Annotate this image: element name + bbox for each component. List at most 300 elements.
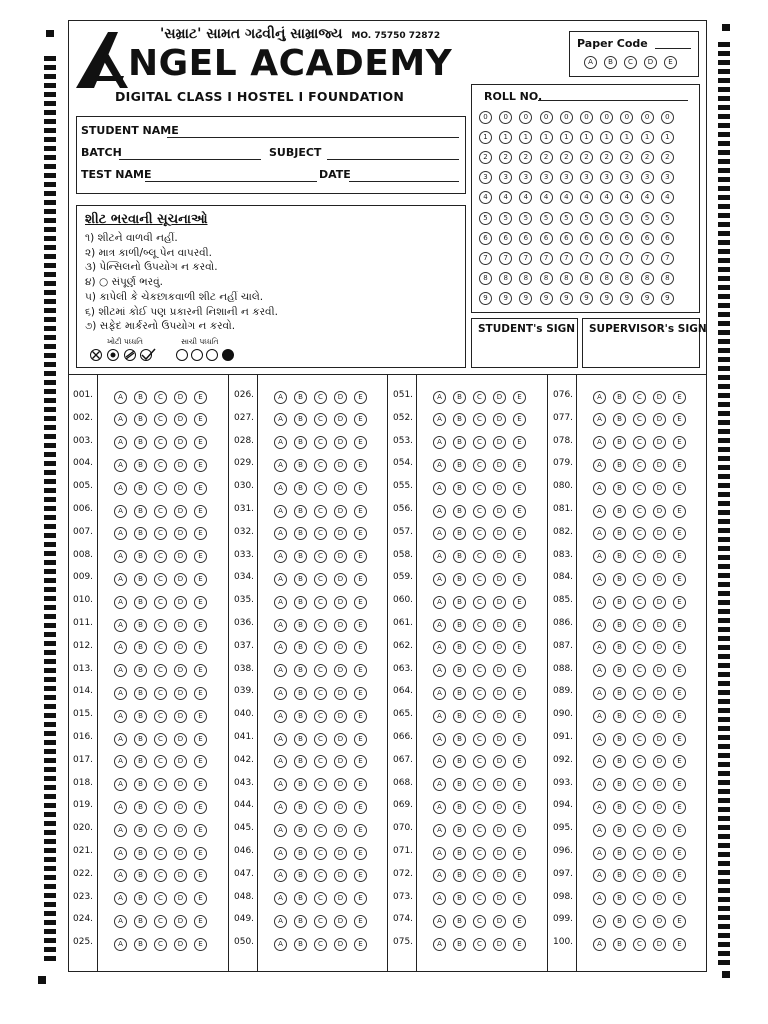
answer-bubble-c[interactable]: C bbox=[473, 459, 486, 472]
roll-digit-bubble[interactable]: 2 bbox=[641, 151, 654, 164]
roll-digit-bubble[interactable]: 0 bbox=[540, 111, 553, 124]
answer-bubble-c[interactable]: C bbox=[473, 733, 486, 746]
answer-bubble-a[interactable]: A bbox=[274, 892, 287, 905]
answer-bubble-c[interactable]: C bbox=[633, 505, 646, 518]
answer-bubble-c[interactable]: C bbox=[154, 664, 167, 677]
answer-bubble-b[interactable]: B bbox=[294, 505, 307, 518]
answer-bubble-e[interactable]: E bbox=[194, 847, 207, 860]
roll-digit-bubble[interactable]: 0 bbox=[499, 111, 512, 124]
answer-bubble-c[interactable]: C bbox=[314, 596, 327, 609]
answer-bubble-a[interactable]: A bbox=[114, 482, 127, 495]
roll-digit-bubble[interactable]: 8 bbox=[641, 272, 654, 285]
answer-bubble-e[interactable]: E bbox=[194, 619, 207, 632]
answer-bubble-b[interactable]: B bbox=[294, 664, 307, 677]
answer-bubble-a[interactable]: A bbox=[274, 915, 287, 928]
answer-bubble-c[interactable]: C bbox=[314, 619, 327, 632]
answer-bubble-d[interactable]: D bbox=[334, 710, 347, 723]
answer-bubble-a[interactable]: A bbox=[593, 619, 606, 632]
answer-bubble-b[interactable]: B bbox=[294, 527, 307, 540]
answer-bubble-e[interactable]: E bbox=[354, 619, 367, 632]
roll-digit-bubble[interactable]: 3 bbox=[580, 171, 593, 184]
answer-bubble-d[interactable]: D bbox=[334, 573, 347, 586]
answer-bubble-b[interactable]: B bbox=[294, 687, 307, 700]
answer-bubble-d[interactable]: D bbox=[653, 733, 666, 746]
answer-bubble-a[interactable]: A bbox=[274, 596, 287, 609]
answer-bubble-e[interactable]: E bbox=[194, 733, 207, 746]
answer-bubble-b[interactable]: B bbox=[453, 938, 466, 951]
answer-bubble-e[interactable]: E bbox=[673, 710, 686, 723]
answer-bubble-b[interactable]: B bbox=[613, 710, 626, 723]
answer-bubble-d[interactable]: D bbox=[493, 641, 506, 654]
answer-bubble-b[interactable]: B bbox=[453, 710, 466, 723]
answer-bubble-e[interactable]: E bbox=[194, 596, 207, 609]
roll-digit-bubble[interactable]: 2 bbox=[600, 151, 613, 164]
answer-bubble-b[interactable]: B bbox=[453, 778, 466, 791]
roll-digit-bubble[interactable]: 5 bbox=[661, 212, 674, 225]
answer-bubble-b[interactable]: B bbox=[134, 733, 147, 746]
answer-bubble-c[interactable]: C bbox=[314, 938, 327, 951]
answer-bubble-c[interactable]: C bbox=[154, 619, 167, 632]
answer-bubble-d[interactable]: D bbox=[653, 824, 666, 837]
answer-bubble-e[interactable]: E bbox=[673, 733, 686, 746]
answer-bubble-a[interactable]: A bbox=[274, 664, 287, 677]
answer-bubble-b[interactable]: B bbox=[613, 938, 626, 951]
answer-bubble-c[interactable]: C bbox=[633, 459, 646, 472]
answer-bubble-d[interactable]: D bbox=[174, 482, 187, 495]
roll-digit-bubble[interactable]: 7 bbox=[540, 252, 553, 265]
answer-bubble-e[interactable]: E bbox=[194, 391, 207, 404]
answer-bubble-c[interactable]: C bbox=[633, 687, 646, 700]
answer-bubble-c[interactable]: C bbox=[633, 436, 646, 449]
roll-digit-bubble[interactable]: 5 bbox=[600, 212, 613, 225]
answer-bubble-b[interactable]: B bbox=[613, 824, 626, 837]
answer-bubble-a[interactable]: A bbox=[593, 938, 606, 951]
roll-digit-bubble[interactable]: 6 bbox=[580, 232, 593, 245]
roll-digit-bubble[interactable]: 7 bbox=[580, 252, 593, 265]
answer-bubble-b[interactable]: B bbox=[294, 801, 307, 814]
answer-bubble-e[interactable]: E bbox=[673, 847, 686, 860]
answer-bubble-b[interactable]: B bbox=[294, 710, 307, 723]
answer-bubble-e[interactable]: E bbox=[354, 687, 367, 700]
answer-bubble-d[interactable]: D bbox=[493, 527, 506, 540]
answer-bubble-c[interactable]: C bbox=[154, 391, 167, 404]
answer-bubble-e[interactable]: E bbox=[513, 596, 526, 609]
answer-bubble-e[interactable]: E bbox=[673, 938, 686, 951]
answer-bubble-c[interactable]: C bbox=[633, 391, 646, 404]
answer-bubble-c[interactable]: C bbox=[314, 869, 327, 882]
answer-bubble-b[interactable]: B bbox=[134, 664, 147, 677]
answer-bubble-c[interactable]: C bbox=[154, 482, 167, 495]
roll-digit-bubble[interactable]: 5 bbox=[560, 212, 573, 225]
answer-bubble-d[interactable]: D bbox=[334, 436, 347, 449]
answer-bubble-b[interactable]: B bbox=[134, 915, 147, 928]
answer-bubble-e[interactable]: E bbox=[194, 915, 207, 928]
answer-bubble-e[interactable]: E bbox=[513, 938, 526, 951]
answer-bubble-e[interactable]: E bbox=[354, 915, 367, 928]
answer-bubble-a[interactable]: A bbox=[593, 687, 606, 700]
roll-digit-bubble[interactable]: 4 bbox=[540, 191, 553, 204]
answer-bubble-c[interactable]: C bbox=[154, 892, 167, 905]
roll-digit-bubble[interactable]: 7 bbox=[519, 252, 532, 265]
answer-bubble-b[interactable]: B bbox=[453, 824, 466, 837]
answer-bubble-e[interactable]: E bbox=[354, 459, 367, 472]
answer-bubble-a[interactable]: A bbox=[274, 619, 287, 632]
answer-bubble-d[interactable]: D bbox=[174, 892, 187, 905]
answer-bubble-d[interactable]: D bbox=[174, 550, 187, 563]
answer-bubble-d[interactable]: D bbox=[174, 527, 187, 540]
answer-bubble-c[interactable]: C bbox=[154, 596, 167, 609]
answer-bubble-e[interactable]: E bbox=[194, 710, 207, 723]
answer-bubble-c[interactable]: C bbox=[473, 573, 486, 586]
answer-bubble-d[interactable]: D bbox=[653, 482, 666, 495]
answer-bubble-e[interactable]: E bbox=[513, 869, 526, 882]
answer-bubble-a[interactable]: A bbox=[593, 664, 606, 677]
roll-digit-bubble[interactable]: 0 bbox=[519, 111, 532, 124]
answer-bubble-c[interactable]: C bbox=[473, 710, 486, 723]
answer-bubble-c[interactable]: C bbox=[473, 938, 486, 951]
answer-bubble-a[interactable]: A bbox=[433, 938, 446, 951]
answer-bubble-a[interactable]: A bbox=[593, 710, 606, 723]
subject-field[interactable] bbox=[327, 159, 459, 160]
answer-bubble-a[interactable]: A bbox=[433, 801, 446, 814]
answer-bubble-b[interactable]: B bbox=[134, 755, 147, 768]
answer-bubble-c[interactable]: C bbox=[154, 527, 167, 540]
roll-digit-bubble[interactable]: 5 bbox=[479, 212, 492, 225]
answer-bubble-a[interactable]: A bbox=[593, 892, 606, 905]
answer-bubble-a[interactable]: A bbox=[114, 710, 127, 723]
answer-bubble-c[interactable]: C bbox=[633, 482, 646, 495]
answer-bubble-d[interactable]: D bbox=[174, 619, 187, 632]
answer-bubble-b[interactable]: B bbox=[613, 619, 626, 632]
answer-bubble-c[interactable]: C bbox=[314, 527, 327, 540]
roll-digit-bubble[interactable]: 4 bbox=[519, 191, 532, 204]
answer-bubble-a[interactable]: A bbox=[274, 413, 287, 426]
answer-bubble-e[interactable]: E bbox=[513, 641, 526, 654]
answer-bubble-a[interactable]: A bbox=[114, 596, 127, 609]
answer-bubble-d[interactable]: D bbox=[334, 550, 347, 563]
answer-bubble-b[interactable]: B bbox=[294, 550, 307, 563]
answer-bubble-a[interactable]: A bbox=[593, 596, 606, 609]
answer-bubble-d[interactable]: D bbox=[334, 801, 347, 814]
roll-digit-bubble[interactable]: 1 bbox=[600, 131, 613, 144]
answer-bubble-a[interactable]: A bbox=[593, 847, 606, 860]
answer-bubble-e[interactable]: E bbox=[194, 413, 207, 426]
answer-bubble-d[interactable]: D bbox=[493, 436, 506, 449]
answer-bubble-e[interactable]: E bbox=[513, 892, 526, 905]
answer-bubble-a[interactable]: A bbox=[433, 641, 446, 654]
roll-digit-bubble[interactable]: 4 bbox=[479, 191, 492, 204]
answer-bubble-d[interactable]: D bbox=[334, 892, 347, 905]
answer-bubble-a[interactable]: A bbox=[433, 824, 446, 837]
answer-bubble-b[interactable]: B bbox=[613, 755, 626, 768]
roll-digit-bubble[interactable]: 9 bbox=[560, 292, 573, 305]
answer-bubble-d[interactable]: D bbox=[493, 482, 506, 495]
answer-bubble-c[interactable]: C bbox=[154, 733, 167, 746]
answer-bubble-c[interactable]: C bbox=[154, 505, 167, 518]
answer-bubble-a[interactable]: A bbox=[114, 391, 127, 404]
roll-digit-bubble[interactable]: 5 bbox=[580, 212, 593, 225]
answer-bubble-c[interactable]: C bbox=[314, 915, 327, 928]
answer-bubble-b[interactable]: B bbox=[134, 413, 147, 426]
answer-bubble-a[interactable]: A bbox=[114, 505, 127, 518]
roll-digit-bubble[interactable]: 8 bbox=[499, 272, 512, 285]
answer-bubble-c[interactable]: C bbox=[473, 778, 486, 791]
answer-bubble-a[interactable]: A bbox=[274, 573, 287, 586]
answer-bubble-e[interactable]: E bbox=[354, 505, 367, 518]
answer-bubble-b[interactable]: B bbox=[294, 391, 307, 404]
answer-bubble-e[interactable]: E bbox=[194, 892, 207, 905]
answer-bubble-d[interactable]: D bbox=[334, 664, 347, 677]
roll-digit-bubble[interactable]: 9 bbox=[519, 292, 532, 305]
answer-bubble-a[interactable]: A bbox=[433, 459, 446, 472]
answer-bubble-b[interactable]: B bbox=[134, 938, 147, 951]
answer-bubble-e[interactable]: E bbox=[513, 482, 526, 495]
answer-bubble-e[interactable]: E bbox=[513, 619, 526, 632]
answer-bubble-b[interactable]: B bbox=[294, 755, 307, 768]
answer-bubble-b[interactable]: B bbox=[453, 801, 466, 814]
answer-bubble-e[interactable]: E bbox=[354, 664, 367, 677]
answer-bubble-e[interactable]: E bbox=[354, 413, 367, 426]
answer-bubble-e[interactable]: E bbox=[513, 847, 526, 860]
answer-bubble-b[interactable]: B bbox=[134, 892, 147, 905]
answer-bubble-d[interactable]: D bbox=[174, 596, 187, 609]
roll-digit-bubble[interactable]: 0 bbox=[580, 111, 593, 124]
answer-bubble-e[interactable]: E bbox=[194, 505, 207, 518]
answer-bubble-b[interactable]: B bbox=[613, 733, 626, 746]
answer-bubble-b[interactable]: B bbox=[453, 869, 466, 882]
roll-digit-bubble[interactable]: 4 bbox=[580, 191, 593, 204]
answer-bubble-d[interactable]: D bbox=[493, 824, 506, 837]
answer-bubble-b[interactable]: B bbox=[453, 550, 466, 563]
paper-code-bubble-e[interactable]: E bbox=[664, 56, 677, 69]
roll-digit-bubble[interactable]: 2 bbox=[560, 151, 573, 164]
answer-bubble-d[interactable]: D bbox=[493, 869, 506, 882]
answer-bubble-b[interactable]: B bbox=[134, 550, 147, 563]
answer-bubble-c[interactable]: C bbox=[633, 915, 646, 928]
roll-digit-bubble[interactable]: 0 bbox=[600, 111, 613, 124]
answer-bubble-e[interactable]: E bbox=[194, 459, 207, 472]
roll-digit-bubble[interactable]: 4 bbox=[499, 191, 512, 204]
roll-digit-bubble[interactable]: 6 bbox=[560, 232, 573, 245]
roll-digit-bubble[interactable]: 9 bbox=[661, 292, 674, 305]
answer-bubble-c[interactable]: C bbox=[473, 869, 486, 882]
answer-bubble-c[interactable]: C bbox=[473, 413, 486, 426]
answer-bubble-e[interactable]: E bbox=[673, 687, 686, 700]
answer-bubble-b[interactable]: B bbox=[134, 459, 147, 472]
answer-bubble-e[interactable]: E bbox=[513, 824, 526, 837]
answer-bubble-a[interactable]: A bbox=[433, 733, 446, 746]
answer-bubble-a[interactable]: A bbox=[593, 869, 606, 882]
answer-bubble-c[interactable]: C bbox=[154, 710, 167, 723]
answer-bubble-a[interactable]: A bbox=[593, 733, 606, 746]
answer-bubble-d[interactable]: D bbox=[493, 664, 506, 677]
answer-bubble-c[interactable]: C bbox=[473, 755, 486, 768]
roll-digit-bubble[interactable]: 8 bbox=[620, 272, 633, 285]
answer-bubble-e[interactable]: E bbox=[513, 550, 526, 563]
answer-bubble-b[interactable]: B bbox=[134, 573, 147, 586]
answer-bubble-e[interactable]: E bbox=[673, 505, 686, 518]
answer-bubble-e[interactable]: E bbox=[354, 550, 367, 563]
answer-bubble-a[interactable]: A bbox=[274, 938, 287, 951]
answer-bubble-e[interactable]: E bbox=[194, 550, 207, 563]
answer-bubble-e[interactable]: E bbox=[354, 755, 367, 768]
answer-bubble-d[interactable]: D bbox=[334, 869, 347, 882]
answer-bubble-b[interactable]: B bbox=[134, 505, 147, 518]
answer-bubble-a[interactable]: A bbox=[593, 641, 606, 654]
roll-digit-bubble[interactable]: 4 bbox=[661, 191, 674, 204]
answer-bubble-d[interactable]: D bbox=[653, 938, 666, 951]
answer-bubble-c[interactable]: C bbox=[473, 527, 486, 540]
answer-bubble-b[interactable]: B bbox=[294, 938, 307, 951]
answer-bubble-c[interactable]: C bbox=[314, 391, 327, 404]
answer-bubble-c[interactable]: C bbox=[314, 801, 327, 814]
answer-bubble-d[interactable]: D bbox=[334, 733, 347, 746]
answer-bubble-a[interactable]: A bbox=[114, 664, 127, 677]
roll-digit-bubble[interactable]: 2 bbox=[580, 151, 593, 164]
student-sign-box[interactable] bbox=[471, 318, 578, 368]
answer-bubble-b[interactable]: B bbox=[453, 619, 466, 632]
student-name-field[interactable] bbox=[167, 137, 459, 138]
answer-bubble-c[interactable]: C bbox=[314, 459, 327, 472]
answer-bubble-c[interactable]: C bbox=[314, 710, 327, 723]
answer-bubble-b[interactable]: B bbox=[453, 915, 466, 928]
answer-bubble-d[interactable]: D bbox=[334, 505, 347, 518]
answer-bubble-e[interactable]: E bbox=[354, 641, 367, 654]
answer-bubble-d[interactable]: D bbox=[334, 938, 347, 951]
answer-bubble-e[interactable]: E bbox=[354, 938, 367, 951]
roll-digit-bubble[interactable]: 6 bbox=[479, 232, 492, 245]
answer-bubble-d[interactable]: D bbox=[334, 687, 347, 700]
roll-digit-bubble[interactable]: 1 bbox=[499, 131, 512, 144]
answer-bubble-b[interactable]: B bbox=[613, 915, 626, 928]
roll-digit-bubble[interactable]: 8 bbox=[661, 272, 674, 285]
answer-bubble-c[interactable]: C bbox=[314, 687, 327, 700]
answer-bubble-c[interactable]: C bbox=[314, 641, 327, 654]
answer-bubble-a[interactable]: A bbox=[274, 710, 287, 723]
roll-digit-bubble[interactable]: 1 bbox=[540, 131, 553, 144]
answer-bubble-c[interactable]: C bbox=[633, 892, 646, 905]
answer-bubble-e[interactable]: E bbox=[673, 619, 686, 632]
answer-bubble-e[interactable]: E bbox=[513, 391, 526, 404]
answer-bubble-d[interactable]: D bbox=[493, 938, 506, 951]
roll-digit-bubble[interactable]: 1 bbox=[560, 131, 573, 144]
answer-bubble-b[interactable]: B bbox=[453, 892, 466, 905]
answer-bubble-c[interactable]: C bbox=[314, 550, 327, 563]
answer-bubble-a[interactable]: A bbox=[274, 459, 287, 472]
answer-bubble-a[interactable]: A bbox=[433, 436, 446, 449]
answer-bubble-b[interactable]: B bbox=[613, 505, 626, 518]
roll-digit-bubble[interactable]: 2 bbox=[540, 151, 553, 164]
roll-digit-bubble[interactable]: 7 bbox=[479, 252, 492, 265]
answer-bubble-d[interactable]: D bbox=[493, 596, 506, 609]
answer-bubble-d[interactable]: D bbox=[174, 801, 187, 814]
answer-bubble-d[interactable]: D bbox=[653, 664, 666, 677]
answer-bubble-a[interactable]: A bbox=[433, 413, 446, 426]
answer-bubble-e[interactable]: E bbox=[673, 391, 686, 404]
answer-bubble-c[interactable]: C bbox=[154, 687, 167, 700]
answer-bubble-e[interactable]: E bbox=[513, 687, 526, 700]
answer-bubble-d[interactable]: D bbox=[174, 664, 187, 677]
answer-bubble-d[interactable]: D bbox=[493, 550, 506, 563]
answer-bubble-e[interactable]: E bbox=[354, 801, 367, 814]
answer-bubble-b[interactable]: B bbox=[134, 869, 147, 882]
answer-bubble-e[interactable]: E bbox=[513, 733, 526, 746]
answer-bubble-b[interactable]: B bbox=[134, 847, 147, 860]
answer-bubble-b[interactable]: B bbox=[294, 413, 307, 426]
answer-bubble-d[interactable]: D bbox=[174, 755, 187, 768]
answer-bubble-d[interactable]: D bbox=[653, 869, 666, 882]
answer-bubble-b[interactable]: B bbox=[453, 505, 466, 518]
answer-bubble-d[interactable]: D bbox=[334, 482, 347, 495]
answer-bubble-b[interactable]: B bbox=[453, 596, 466, 609]
answer-bubble-d[interactable]: D bbox=[653, 619, 666, 632]
answer-bubble-a[interactable]: A bbox=[114, 778, 127, 791]
answer-bubble-d[interactable]: D bbox=[653, 596, 666, 609]
answer-bubble-c[interactable]: C bbox=[154, 459, 167, 472]
answer-bubble-b[interactable]: B bbox=[134, 482, 147, 495]
answer-bubble-c[interactable]: C bbox=[633, 710, 646, 723]
answer-bubble-e[interactable]: E bbox=[513, 459, 526, 472]
answer-bubble-d[interactable]: D bbox=[334, 915, 347, 928]
answer-bubble-d[interactable]: D bbox=[334, 527, 347, 540]
roll-digit-bubble[interactable]: 7 bbox=[600, 252, 613, 265]
answer-bubble-b[interactable]: B bbox=[613, 869, 626, 882]
answer-bubble-e[interactable]: E bbox=[354, 869, 367, 882]
answer-bubble-b[interactable]: B bbox=[453, 733, 466, 746]
roll-digit-bubble[interactable]: 5 bbox=[499, 212, 512, 225]
answer-bubble-c[interactable]: C bbox=[314, 436, 327, 449]
answer-bubble-c[interactable]: C bbox=[633, 778, 646, 791]
answer-bubble-d[interactable]: D bbox=[653, 778, 666, 791]
answer-bubble-e[interactable]: E bbox=[513, 505, 526, 518]
answer-bubble-c[interactable]: C bbox=[633, 847, 646, 860]
answer-bubble-d[interactable]: D bbox=[493, 505, 506, 518]
roll-digit-bubble[interactable]: 9 bbox=[479, 292, 492, 305]
answer-bubble-a[interactable]: A bbox=[114, 550, 127, 563]
answer-bubble-c[interactable]: C bbox=[314, 847, 327, 860]
answer-bubble-a[interactable]: A bbox=[274, 527, 287, 540]
answer-bubble-c[interactable]: C bbox=[633, 550, 646, 563]
roll-digit-bubble[interactable]: 3 bbox=[600, 171, 613, 184]
answer-bubble-e[interactable]: E bbox=[673, 664, 686, 677]
answer-bubble-e[interactable]: E bbox=[673, 755, 686, 768]
answer-bubble-c[interactable]: C bbox=[314, 755, 327, 768]
answer-bubble-a[interactable]: A bbox=[433, 619, 446, 632]
answer-bubble-c[interactable]: C bbox=[633, 664, 646, 677]
answer-bubble-b[interactable]: B bbox=[294, 459, 307, 472]
roll-digit-bubble[interactable]: 0 bbox=[560, 111, 573, 124]
roll-digit-bubble[interactable]: 7 bbox=[661, 252, 674, 265]
answer-bubble-a[interactable]: A bbox=[274, 869, 287, 882]
answer-bubble-c[interactable]: C bbox=[314, 505, 327, 518]
answer-bubble-e[interactable]: E bbox=[194, 938, 207, 951]
answer-bubble-e[interactable]: E bbox=[194, 482, 207, 495]
answer-bubble-c[interactable]: C bbox=[314, 664, 327, 677]
roll-digit-bubble[interactable]: 7 bbox=[620, 252, 633, 265]
answer-bubble-d[interactable]: D bbox=[174, 869, 187, 882]
answer-bubble-e[interactable]: E bbox=[354, 573, 367, 586]
answer-bubble-d[interactable]: D bbox=[334, 824, 347, 837]
roll-digit-bubble[interactable]: 3 bbox=[499, 171, 512, 184]
roll-digit-bubble[interactable]: 5 bbox=[620, 212, 633, 225]
answer-bubble-a[interactable]: A bbox=[433, 869, 446, 882]
answer-bubble-a[interactable]: A bbox=[114, 413, 127, 426]
answer-bubble-a[interactable]: A bbox=[114, 687, 127, 700]
answer-bubble-c[interactable]: C bbox=[633, 755, 646, 768]
answer-bubble-d[interactable]: D bbox=[334, 619, 347, 632]
answer-bubble-e[interactable]: E bbox=[673, 482, 686, 495]
answer-bubble-d[interactable]: D bbox=[493, 847, 506, 860]
